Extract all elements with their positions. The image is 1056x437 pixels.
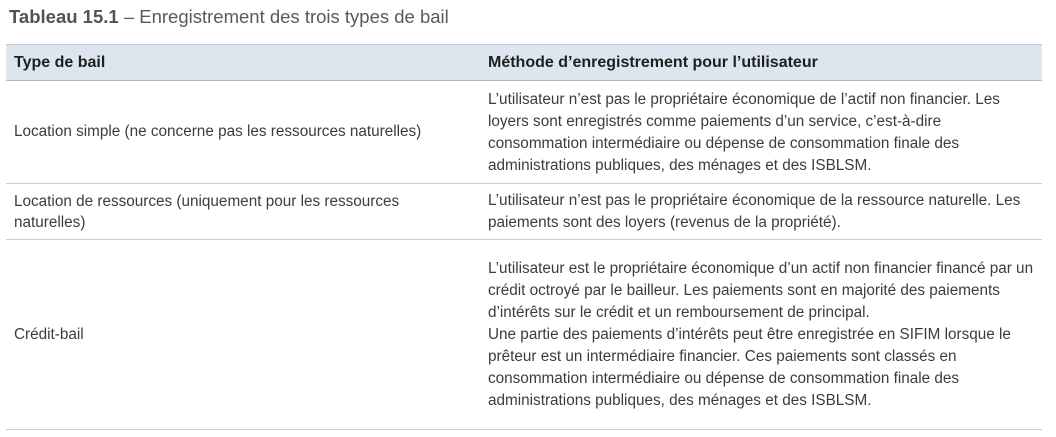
recording-method-cell bbox=[478, 240, 1042, 430]
table-caption bbox=[9, 6, 449, 28]
table-title: Enregistrement des trois types de bail bbox=[139, 6, 449, 27]
method-paragraph: L’utilisateur n’est pas le propriétaire économique de la ressource naturelle. Les paiements sont des loyers (revenus de la propriété). bbox=[488, 191, 1021, 231]
method-paragraph: L’utilisateur n’est pas le propriétaire économique de l’actif non financier. Les loyers sont enregistrés comme paiements d’un service, c’est-à-dire consommation intermédiaire ou dépense de consommation finale des administrations publiques, des ménages et des ISBLSM. bbox=[488, 91, 1000, 174]
lease-type-cell: Crédit-bail bbox=[6, 240, 478, 430]
lease-types-table bbox=[6, 44, 1042, 430]
table-row bbox=[6, 184, 1042, 240]
header-recording-method: Méthode d’enregistrement pour l’utilisateur bbox=[478, 45, 1042, 81]
recording-method-cell bbox=[478, 81, 1042, 184]
header-row bbox=[6, 45, 1042, 81]
header-lease-type: Type de bail bbox=[6, 45, 478, 81]
method-paragraph: Une partie des paiements d’intérêts peut être enregistrée en SIFIM lorsque le prêteur est un intermédiaire financier. Ces paiements sont classés en consommation intermédiaire ou dépense de consommation finale des administrations publiques, des ménages et des ISBLSM. bbox=[488, 325, 1011, 409]
table-number: Tableau 15.1 bbox=[9, 6, 119, 27]
recording-method-cell bbox=[478, 184, 1042, 240]
caption-separator: – bbox=[118, 6, 140, 27]
table-row bbox=[6, 81, 1042, 184]
table-row bbox=[6, 240, 1042, 430]
lease-type-cell: Location simple (ne concerne pas les ressources naturelles) bbox=[6, 81, 478, 184]
lease-type-cell: Location de ressources (uniquement pour les ressources naturelles) bbox=[6, 184, 478, 240]
method-paragraph: L’utilisateur est le propriétaire économique d’un actif non financier financé par un crédit octroyé par le bailleur. Les paiements sont en majorité des paiements d’intérêts sur le crédit et un remboursement de principal. bbox=[488, 259, 1034, 321]
